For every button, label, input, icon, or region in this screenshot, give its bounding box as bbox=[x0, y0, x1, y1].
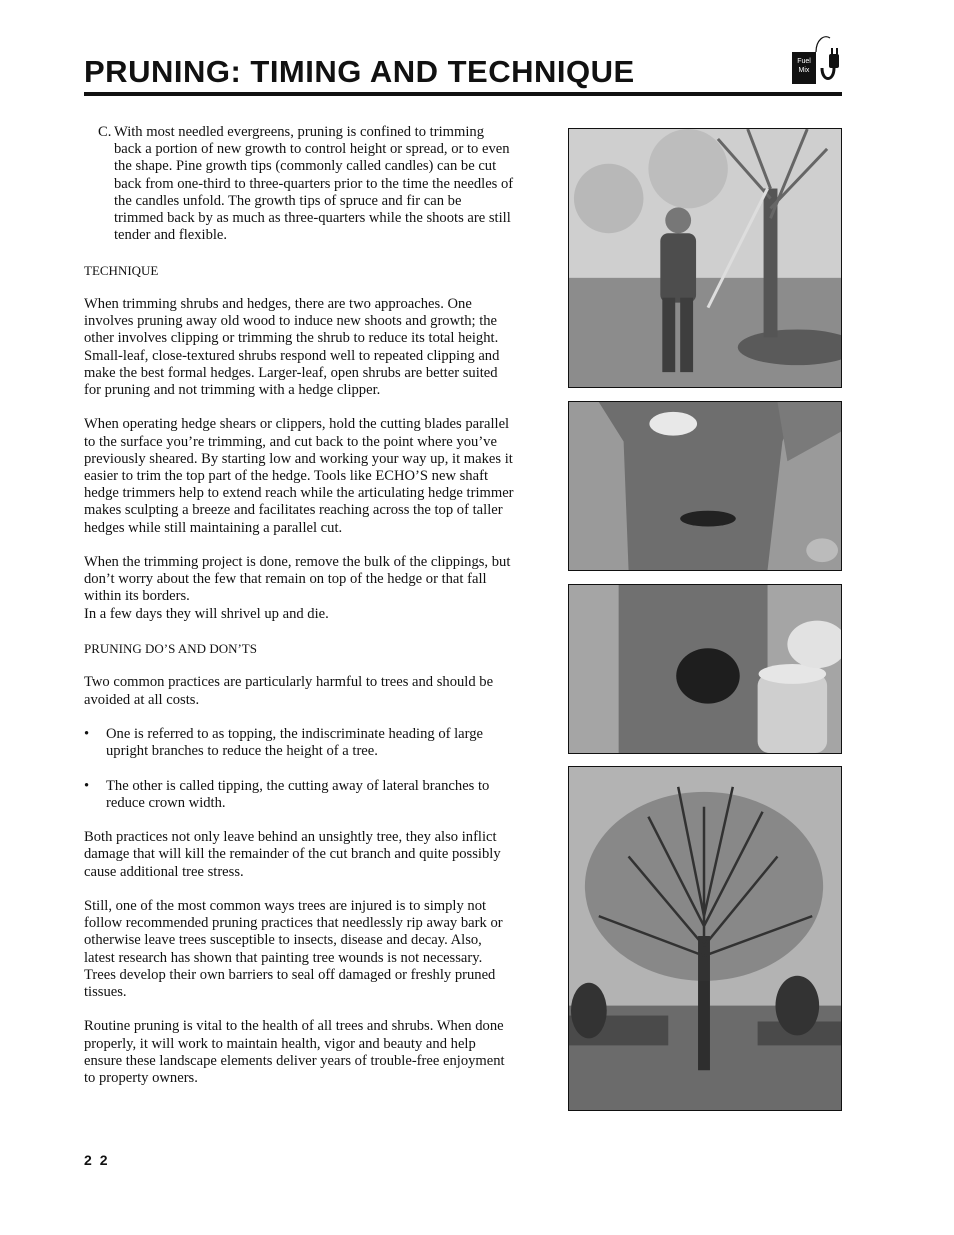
bullet-item-topping bbox=[84, 726, 514, 760]
page-title: PRUNING: TIMING AND TECHNIQUE bbox=[84, 54, 635, 89]
photo-pole-pruner bbox=[568, 128, 842, 388]
technique-paragraph-1: When trimming shrubs and hedges, there are two approaches. One involves pruning away old wood to induce new shoots and growth; the other involves clipping or trimming the shrub to reduce its total height. Small-leaf, close-textured shrubs respond well to repeated clipping and make the best formal hedges. Larger-leaf, open shrubs are better suited for pruning and not trimming with a hedge clipper. bbox=[84, 296, 500, 399]
fuel-mix-label-1: Fuel bbox=[797, 58, 811, 65]
technique-heading: TECHNIQUE bbox=[84, 262, 159, 278]
dos-paragraph-1: Two common practices are particularly harmful to trees and should be avoided at all costs. bbox=[84, 674, 494, 708]
page-number: 22 bbox=[84, 1152, 116, 1168]
fuel-mix-label-2: Mix bbox=[798, 67, 810, 74]
photo-bare-tree bbox=[568, 766, 842, 1111]
photo-pruned-trunk bbox=[568, 401, 842, 571]
main-text-column bbox=[84, 124, 514, 1104]
dos-donts-heading: PRUNING DO’S AND DON’TS bbox=[84, 641, 257, 657]
technique-paragraph-3b: In a few days they will shrivel up and die. bbox=[84, 605, 329, 622]
bullet-item-tipping bbox=[84, 778, 514, 812]
dos-paragraph-4: Routine pruning is vital to the health of all trees and shrubs. When done properly, it will work to maintain health, vigor and beauty and help ensure these landscape elements deliver years of trouble-free enjoyment to property owners. bbox=[84, 1018, 505, 1086]
fuel-mix-icon bbox=[788, 30, 844, 86]
technique-paragraph-2: When operating hedge shears or clippers, hold the cutting blades parallel to the surface you’re trimming, and cut back to the point where you’ve previously sheared. By starting low and working your way up, it makes it easier to trim the top part of the hedge. Tools like ECHO’S new shaft hedge trimmers help to extend reach while the articulating hedge trimmer makes sculpting a breeze and facilitates reaching across the top of taller hedges while still maintaining a parallel cut. bbox=[84, 416, 514, 536]
item-marker: C. bbox=[98, 124, 112, 140]
dos-paragraph-2: Both practices not only leave behind an unsightly tree, they also inflict damage that will kill the remainder of the cut branch and quite possibly cause additional tree stress. bbox=[84, 829, 501, 880]
bullet-text: One is referred to as topping, the indiscriminate heading of large upright branches to reduce the height of a tree. bbox=[106, 726, 484, 760]
photo-wound-spray bbox=[568, 584, 842, 754]
list-item-c bbox=[84, 124, 514, 244]
title-rule bbox=[84, 92, 842, 96]
bullet-symbol: • bbox=[84, 726, 90, 742]
bullet-text: The other is called tipping, the cutting away of lateral branches to reduce crown width. bbox=[106, 777, 490, 811]
bullet-symbol: • bbox=[84, 777, 90, 794]
technique-paragraph-3a: When the trimming project is done, remove the bulk of the clippings, but don’t worry about the few that remain on top of the hedge or that fall within its borders. bbox=[84, 554, 511, 605]
item-c-text: With most needled evergreens, pruning is confined to trimming back a portion of new growth to control height or spread, or to even the shape. Pine growth tips (commonly called candles) can be cut back from one-third to three-quarters prior to the time the needles of the candles unfold. The growth tips of spruce and fir can be trimmed back by as much as three-quarters while the shoots are still tender and flexible. bbox=[114, 124, 514, 244]
dos-paragraph-3: Still, one of the most common ways trees are injured is to simply not follow recommended pruning practices that needlessly rip away bark or otherwise leave trees susceptible to insects, disease and decay. Also, latest research has shown that painting tree wounds is not necessary. Trees develop their own barriers to seal off damaged or freshly pruned tissues. bbox=[84, 897, 503, 1000]
